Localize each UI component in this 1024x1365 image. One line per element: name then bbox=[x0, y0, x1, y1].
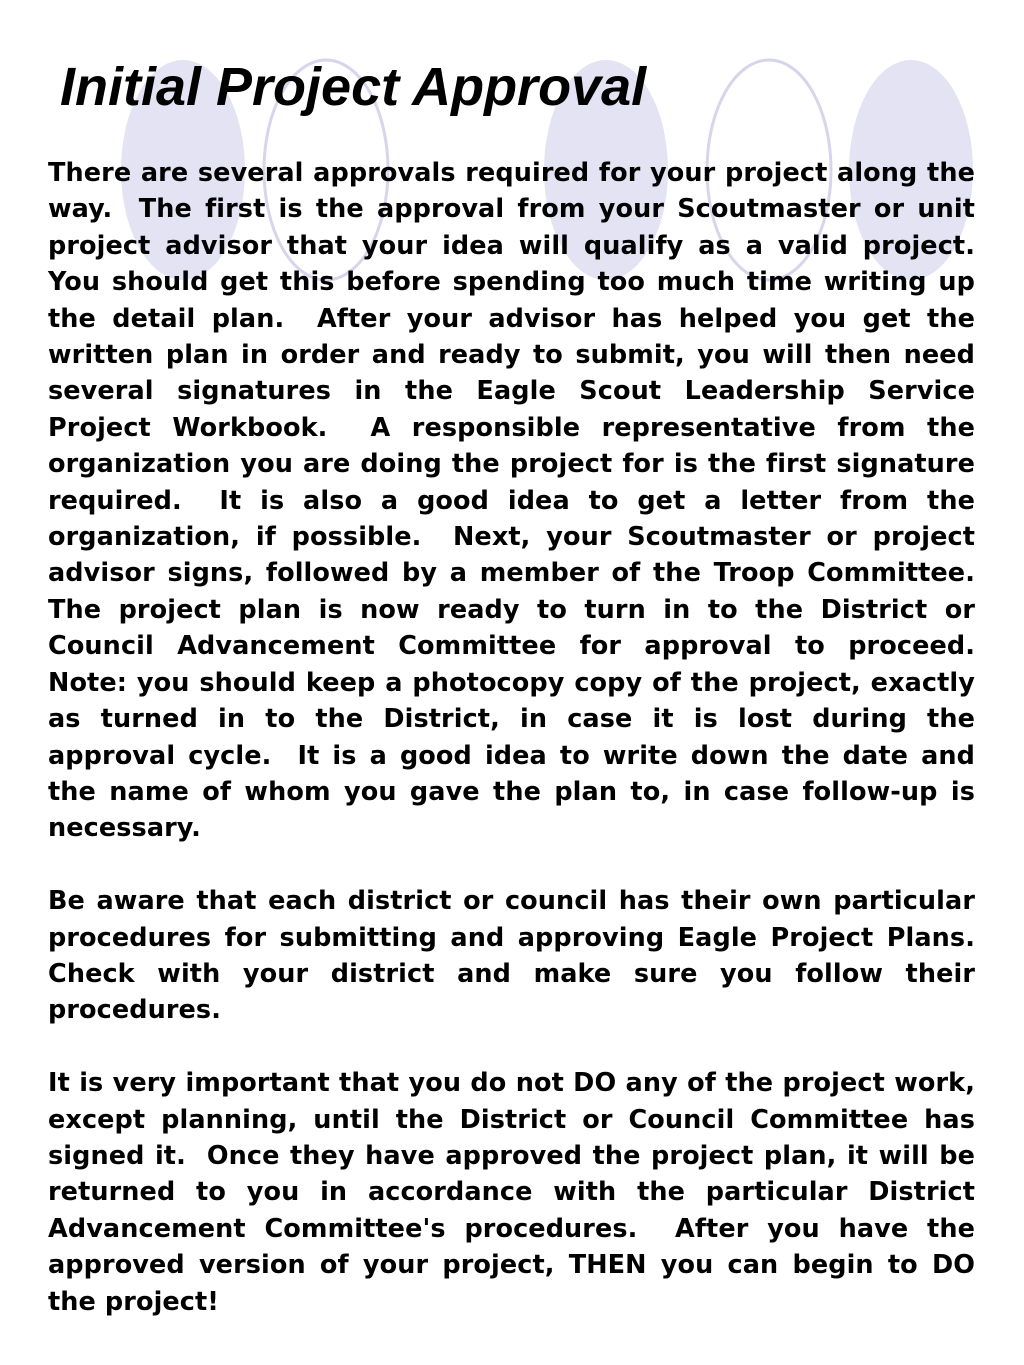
body-text bbox=[48, 155, 993, 1320]
paragraph-approvals: There are several approvals required for your project along the way. The first is the approval from your Scoutmaster or unit project advisor that your idea will qualify as a valid project. You should get this before spending too much time writing up the detail plan. After your advisor has helped you get the written plan in order and ready to submit, you will then need several signatures in the Eagle Scout Leadership Service Project Workbook. A responsible representative from the organization you are doing the project for is the first signature required. It is also a good idea to get a letter from the organization, if possible. Next, your Scoutmaster or project advisor signs, followed by a member of the Troop Committee. The project plan is now ready to turn in to the District or Council Advancement Committee for approval to proceed. Note: you should keep a photocopy copy of the project, exactly as turned in to the District, in case it is lost during the approval cycle. It is a good idea to write down the date and the name of whom you gave the plan to, in case follow-up is necessary. bbox=[48, 158, 993, 844]
page-title: Initial Project Approval bbox=[60, 57, 647, 117]
paragraph-district-procedures: Be aware that each district or council has their own particular procedures for submitting and approving Eagle Project Plans. Check with your district and make sure you follow their procedures. bbox=[48, 886, 993, 1026]
paragraph-important-note: It is very important that you do not DO any of the project work, except planning, until the District or Council Committee has signed it. Once they have approved the project plan, it will be returned to you in accordance with the particular District Advancement Committee's procedures. After you have the approved version of your project, THEN you can begin to DO the project! bbox=[48, 1068, 984, 1317]
